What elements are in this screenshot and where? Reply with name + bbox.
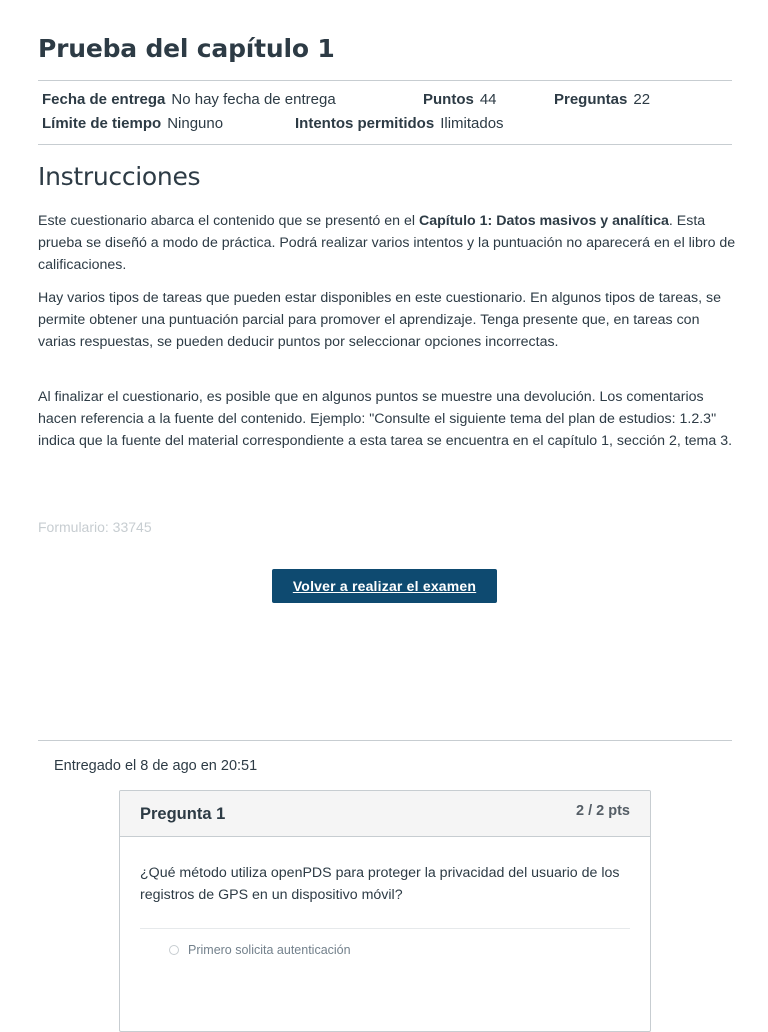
options-divider xyxy=(140,928,630,929)
time-limit-value: Ninguno xyxy=(167,115,224,132)
radio-button xyxy=(169,945,179,955)
instructions-paragraph-3: Al finalizar el cuestionario, es posible que en algunos puntos se muestre una devolución. Los comentarios hacen referencia a la fuente del contenido. Ejemplo: "Consulte el siguiente tema del plan de estudios: 1.2.3" indica que la fuente del material correspondiente a esta tarea se encuentra en el capítulo 1, sección 2, tema 3. xyxy=(38,389,733,449)
questions-value: 22 xyxy=(633,91,651,108)
question-card xyxy=(119,790,651,1032)
questions-label: Preguntas xyxy=(554,91,628,108)
submitted-timestamp: Entregado el 8 de ago en 20:51 xyxy=(54,758,258,774)
answer-option xyxy=(169,943,351,957)
form-id: Formulario: 33745 xyxy=(38,519,152,535)
points-value: 44 xyxy=(479,91,497,108)
time-limit-meta xyxy=(42,115,223,132)
due-date-meta xyxy=(42,91,336,108)
page-title: Prueba del capítulo 1 xyxy=(38,34,335,63)
paragraph-1-text: Este cuestionario abarca el contenido que se presentó en el xyxy=(38,213,419,229)
attempts-meta xyxy=(295,115,504,132)
attempts-label: Intentos permitidos xyxy=(295,115,435,132)
instructions-paragraph-2: Hay varios tipos de tareas que pueden estar disponibles en este cuestionario. En algunos tipos de tareas, se permite obtener una puntuación parcial para promover el aprendizaje. Tenga presente que, en tareas con varias respuestas, se pueden deducir puntos por seleccionar opciones incorrectas. xyxy=(38,290,722,350)
question-text: ¿Qué método utiliza openPDS para proteger la privacidad del usuario de los registros de GPS en un dispositivo móvil? xyxy=(140,865,620,903)
due-date-value: No hay fecha de entrega xyxy=(171,91,336,108)
title-divider xyxy=(38,80,732,81)
submission-divider xyxy=(38,740,732,741)
meta-divider xyxy=(38,144,732,145)
points-meta xyxy=(423,91,497,108)
question-points: 2 / 2 pts xyxy=(576,803,630,819)
question-title: Pregunta 1 xyxy=(140,805,226,823)
points-label: Puntos xyxy=(423,91,474,108)
chapter-title-bold: Capítulo 1: Datos masivos y analítica xyxy=(418,213,669,229)
paragraph-1-text-end: . Esta prueba se diseñó a modo de práctica. Podrá realizar varios intentos y la puntuación no aparecerá en el libro de calificaciones. xyxy=(38,213,736,273)
question-header xyxy=(120,791,650,837)
attempts-value: Ilimitados xyxy=(440,115,504,132)
instructions-paragraph-1 xyxy=(38,210,738,276)
questions-meta xyxy=(554,91,650,108)
answer-option-label: Primero solicita autenticación xyxy=(188,943,351,957)
time-limit-label: Límite de tiempo xyxy=(42,115,162,132)
retake-quiz-button[interactable]: Volver a realizar el examen xyxy=(272,569,497,603)
due-date-label: Fecha de entrega xyxy=(42,91,166,108)
instructions-heading: Instrucciones xyxy=(38,162,201,191)
